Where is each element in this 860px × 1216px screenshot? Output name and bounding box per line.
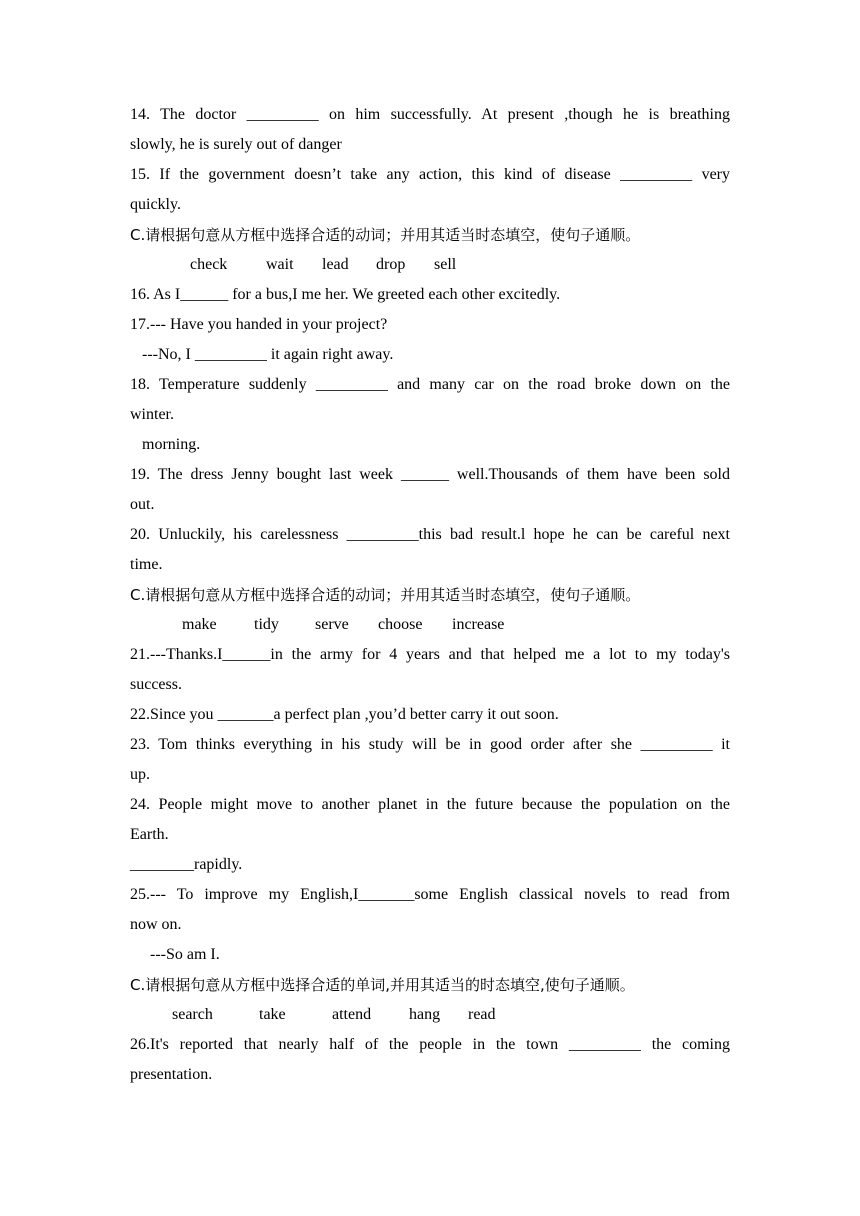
question-19-line-1: 19. The dress Jenny bought last week ______ well.Thousands of them have been sold [130, 466, 730, 483]
question-14-line-2: slowly, he is surely out of danger [130, 136, 342, 153]
word-bank-item: search [172, 1006, 213, 1023]
question-23-line-2: up. [130, 766, 150, 783]
word-bank-1 [130, 250, 730, 280]
question-15-line-1: 15. If the government doesn’t take any action, this kind of disease _________ very [130, 166, 730, 183]
question-25-line-2: now on. [130, 916, 182, 933]
question-21-line-1: 21.---Thanks.I______in the army for 4 years and that helped me a lot to my today's [130, 646, 730, 663]
word-bank-item: hang [409, 1006, 441, 1023]
section-c-instruction-3: C.请根据句意从方框中选择合适的单词,并用其适当的时态填空,使句子通顺。 [130, 976, 635, 994]
word-bank-item: increase [452, 616, 505, 633]
word-bank-item: read [468, 1006, 496, 1023]
word-bank-item: lead [322, 256, 349, 273]
question-26-line-2: presentation. [130, 1066, 213, 1083]
question-19-line-2: out. [130, 496, 155, 513]
question-18-line-2: winter. [130, 406, 174, 423]
question-25-line-1: 25.--- To improve my English,I_______some English classical novels to read from [130, 886, 730, 903]
word-bank-item: choose [378, 616, 423, 633]
question-14-line-1: 14. The doctor _________ on him successfully. At present ,though he is breathing [130, 106, 730, 123]
word-bank-item: tidy [254, 616, 279, 633]
question-24-line-3: ________rapidly. [130, 856, 243, 873]
question-20-line-1: 20. Unluckily, his carelessness _________this bad result.l hope he can be careful next [130, 526, 730, 543]
section-c-instruction-2: C.请根据句意从方框中选择合适的动词；并用其适当时态填空，使句子通顺。 [130, 586, 641, 604]
question-20-line-2: time. [130, 556, 163, 573]
question-16-line-1: 16. As I______ for a bus,I me her. We greeted each other excitedly. [130, 286, 561, 303]
word-bank-item: check [190, 256, 228, 273]
word-bank-item: wait [266, 256, 294, 273]
question-17-line-2: ---No, I _________ it again right away. [130, 346, 394, 363]
question-24-line-1: 24. People might move to another planet in the future because the population on the [130, 796, 730, 813]
word-bank-item: sell [434, 256, 457, 273]
section-c-instruction-1: C.请根据句意从方框中选择合适的动词；并用其适当时态填空，使句子通顺。 [130, 226, 641, 244]
exercise-content [130, 100, 730, 1090]
question-18-line-3: morning. [130, 436, 201, 453]
question-26-line-1: 26.It's reported that nearly half of the people in the town _________ the coming [130, 1036, 730, 1053]
word-bank-3 [130, 1000, 730, 1030]
question-17-line-1: 17.--- Have you handed in your project? [130, 316, 388, 333]
word-bank-item: serve [315, 616, 349, 633]
question-25-line-3: ---So am I. [130, 946, 220, 963]
word-bank-item: make [182, 616, 217, 633]
word-bank-item: attend [332, 1006, 372, 1023]
question-22-line-1: 22.Since you _______a perfect plan ,you’d better carry it out soon. [130, 706, 559, 723]
word-bank-item: take [259, 1006, 286, 1023]
word-bank-2 [130, 610, 730, 640]
question-18-line-1: 18. Temperature suddenly _________ and many car on the road broke down on the [130, 376, 730, 393]
word-bank-item: drop [376, 256, 406, 273]
question-15-line-2: quickly. [130, 196, 181, 213]
question-21-line-2: success. [130, 676, 182, 693]
question-24-line-2: Earth. [130, 826, 169, 843]
question-23-line-1: 23. Tom thinks everything in his study will be in good order after she _________ it [130, 736, 730, 753]
